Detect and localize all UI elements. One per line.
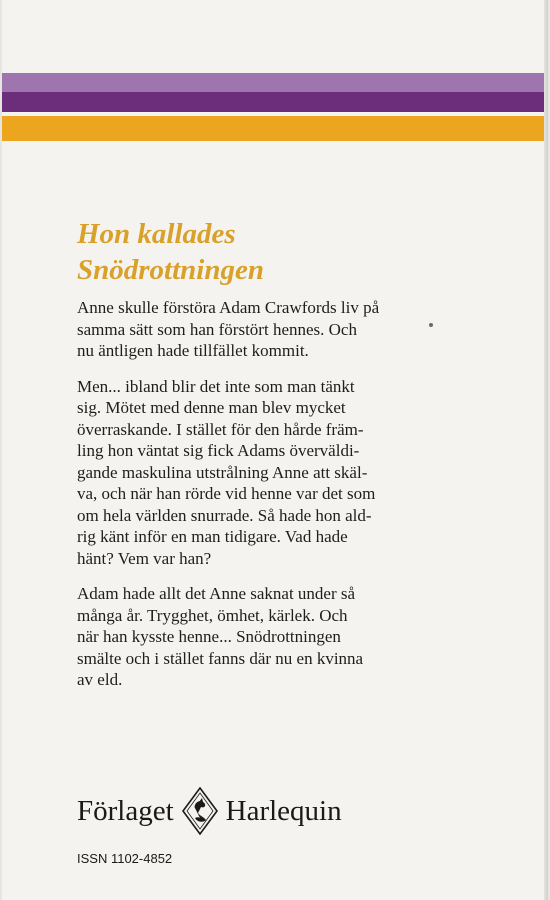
blurb-line: gande maskulina utstrålning Anne att skäl- <box>77 462 368 482</box>
publisher-word-forlaget: Förlaget <box>77 794 174 827</box>
blurb-line: sig. Mötet med denne man blev mycket <box>77 398 346 417</box>
blurb-line: Anne skulle förstöra Adam Crawfords liv på <box>77 298 380 317</box>
blurb-line: många år. Trygghet, ömhet, kärlek. Och <box>77 605 348 625</box>
blurb-line: när han kysste henne... Snödrottningen <box>77 627 341 646</box>
headline-line-2: Snödrottningen <box>77 254 264 286</box>
issn-number: ISSN 1102-4852 <box>77 851 173 866</box>
page-edge-shadow <box>544 0 548 900</box>
headline <box>77 216 264 288</box>
blurb-line: Adam hade allt det Anne saknat under så <box>77 584 356 603</box>
blurb-line: nu äntligen hade tillfället kommit. <box>77 341 309 360</box>
blurb-line: rig känt inför en man tidigare. Vad hade <box>77 527 348 546</box>
blurb-text <box>77 297 437 705</box>
blurb-paragraph-1 <box>77 297 437 362</box>
blurb-line: smälte och i stället fanns där nu en kvinna <box>77 648 364 668</box>
print-speck <box>429 323 433 327</box>
yellow-stripe <box>2 116 548 141</box>
blurb-line: hänt? Vem var han? <box>77 548 212 568</box>
headline-line-1: Hon kallades <box>77 218 236 250</box>
blurb-line: överraskande. I stället för den hårde främ- <box>77 419 364 439</box>
blurb-line: ling hon väntat sig fick Adams överväldi- <box>77 441 360 460</box>
purple-stripe <box>2 92 548 112</box>
blurb-line: om hela världen snurrade. Så hade hon ald- <box>77 505 372 525</box>
publisher-word-harlequin: Harlequin <box>225 794 342 827</box>
blurb-paragraph-2 <box>77 376 437 570</box>
harlequin-diamond-logo-icon <box>182 787 218 835</box>
blurb-line: samma sätt som han förstört hennes. Och <box>77 319 357 339</box>
blurb-line: Men... ibland blir det inte som man tänkt <box>77 376 355 396</box>
blurb-line: va, och när han rörde vid henne var det som <box>77 484 376 503</box>
book-back-cover <box>2 0 548 900</box>
lilac-stripe <box>2 73 548 92</box>
blurb-paragraph-3 <box>77 583 437 691</box>
blurb-line: av eld. <box>77 670 123 689</box>
publisher-logo <box>77 786 342 836</box>
